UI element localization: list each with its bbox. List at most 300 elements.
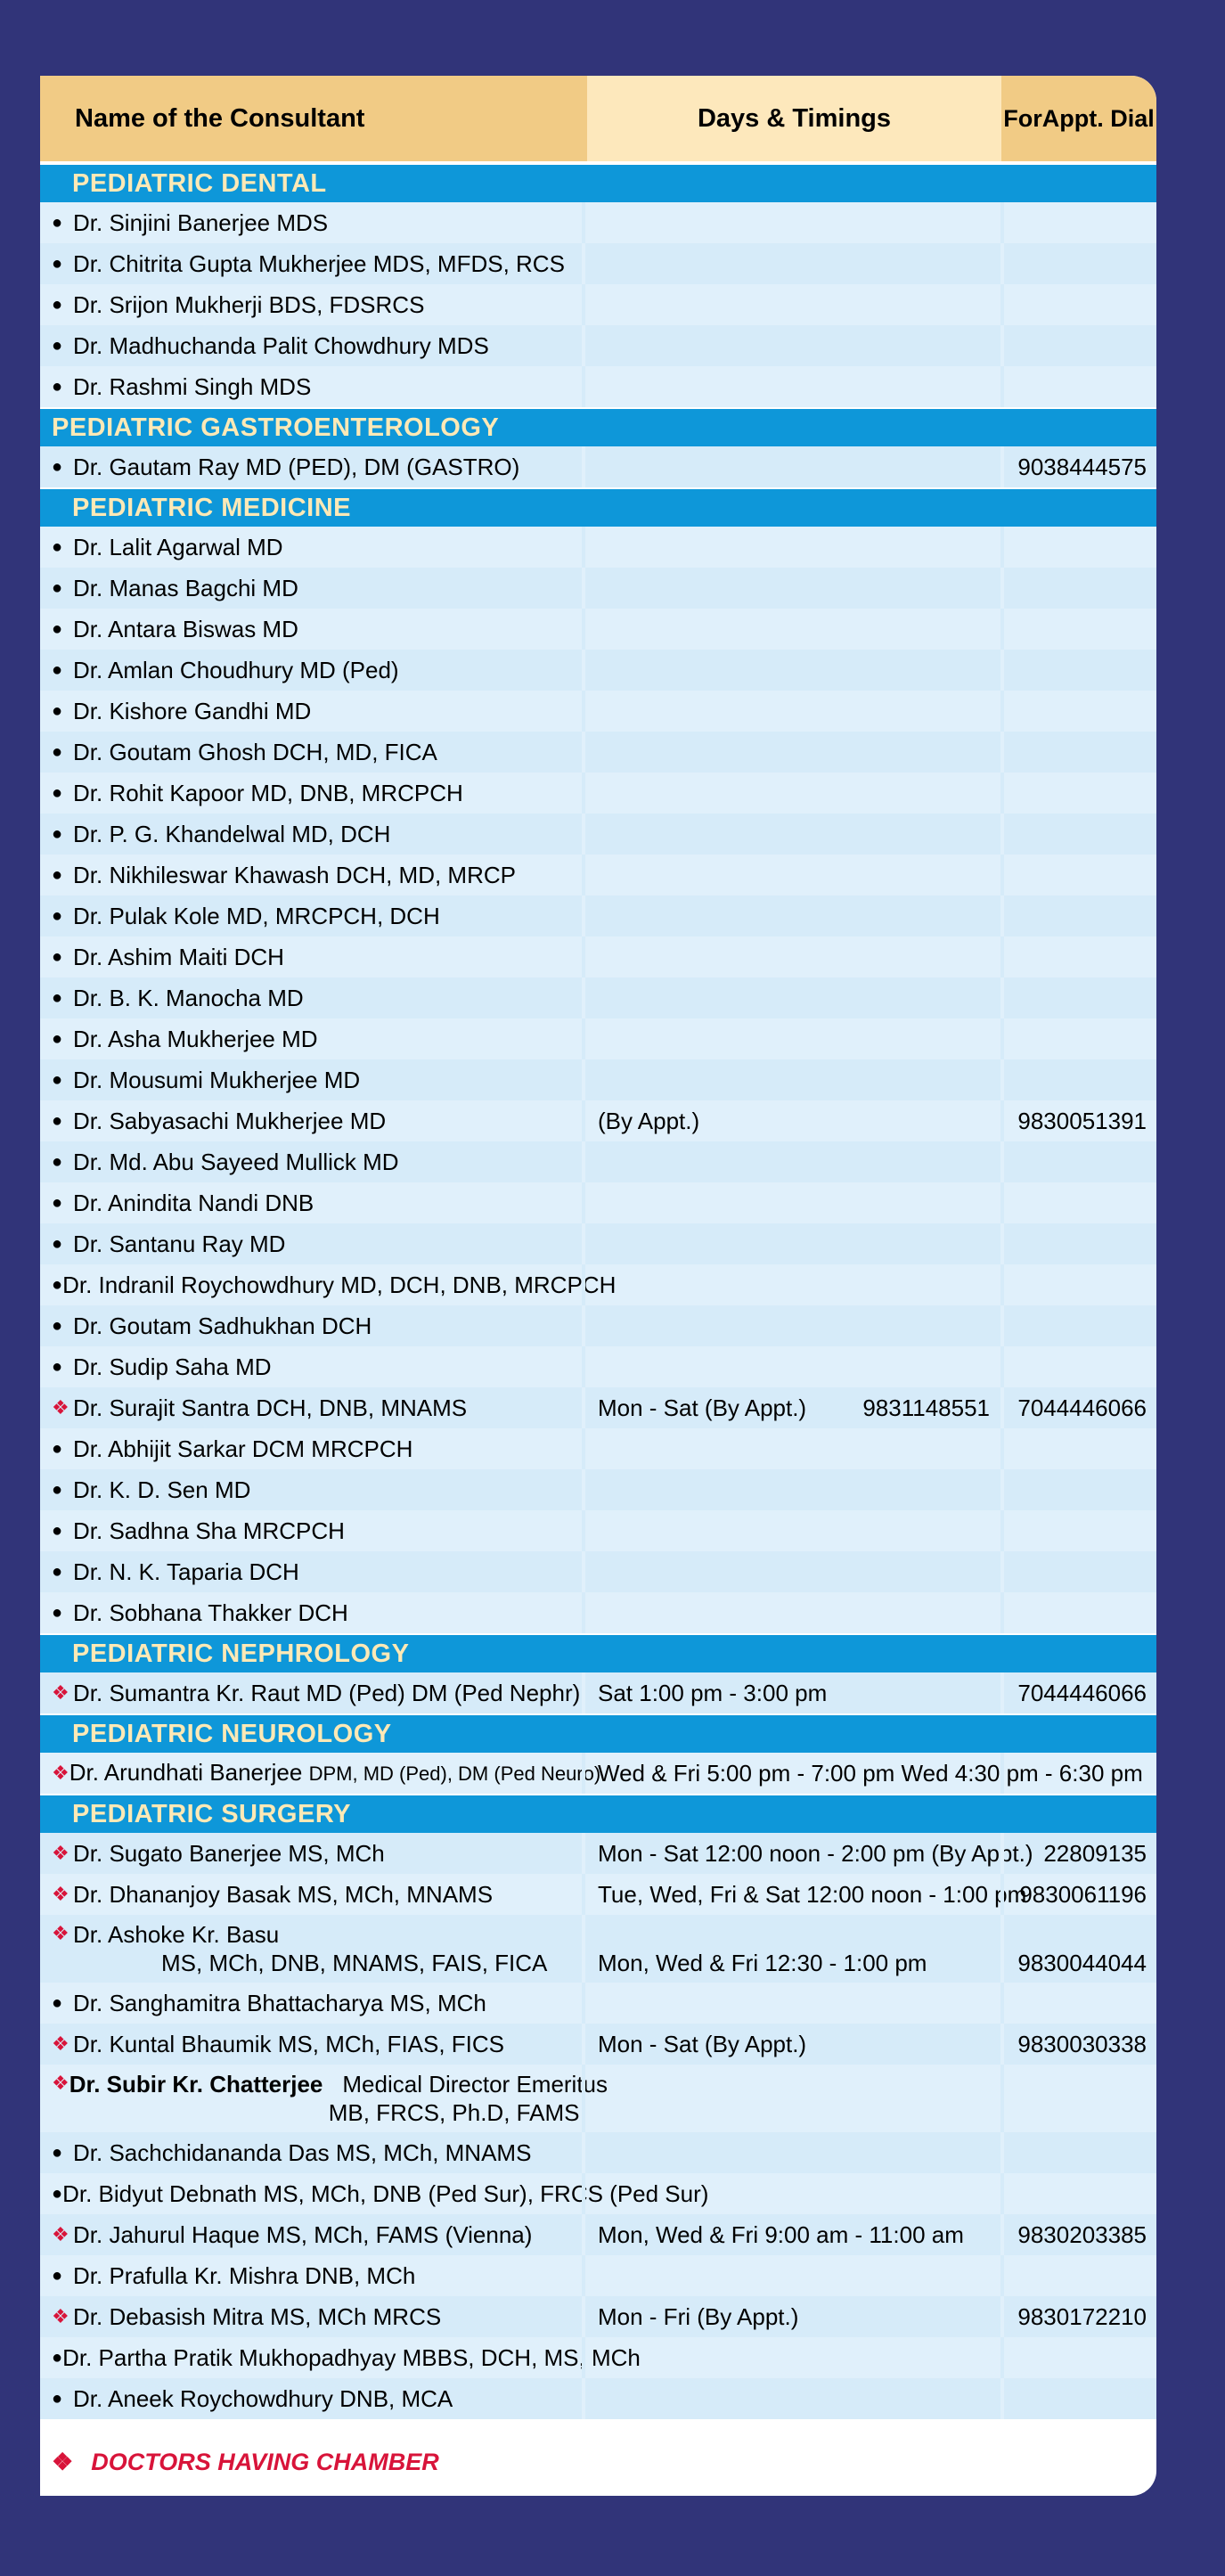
consultant-name: Dr. Mousumi Mukherjee MD xyxy=(73,1067,361,1093)
black-dot-icon: ● xyxy=(52,1315,63,1336)
consultant-cell xyxy=(40,1387,582,1428)
table-row xyxy=(40,1592,1156,1633)
table-row xyxy=(40,325,1156,366)
table-row xyxy=(40,527,1156,568)
consultant-cell xyxy=(40,936,582,977)
red-diamond-icon: ❖ xyxy=(52,2072,69,2094)
appt-phone-cell xyxy=(1000,650,1156,691)
appt-phone-cell xyxy=(1000,2255,1156,2296)
timing-cell xyxy=(582,2296,1000,2337)
table-row xyxy=(40,1059,1156,1100)
appt-phone-cell xyxy=(1000,202,1156,243)
appt-phone-cell xyxy=(1000,2378,1156,2419)
consultant-cell xyxy=(40,366,582,407)
appt-phone-cell xyxy=(1000,366,1156,407)
black-dot-icon: ● xyxy=(52,618,63,639)
appt-phone-cell xyxy=(1000,936,1156,977)
consultant-cell xyxy=(40,977,582,1018)
consultant-name: Dr. N. K. Taparia DCH xyxy=(73,1558,299,1585)
black-dot-icon: ● xyxy=(52,1520,63,1541)
table-row xyxy=(40,2337,1156,2378)
table-row xyxy=(40,366,1156,407)
timing-cell xyxy=(582,1551,1000,1592)
timing-cell xyxy=(582,1672,1000,1713)
table-row xyxy=(40,1428,1156,1469)
appt-phone-cell xyxy=(1000,1346,1156,1387)
timing-cell xyxy=(582,2173,1000,2214)
consultant-name: Dr. Aneek Roychowdhury DNB, MCA xyxy=(73,2385,453,2412)
consultant-cell xyxy=(40,446,582,487)
red-diamond-icon: ❖ xyxy=(52,2223,69,2245)
timing-cell xyxy=(582,936,1000,977)
black-dot-icon: ● xyxy=(52,946,63,967)
timing-cell xyxy=(582,2065,1000,2132)
red-diamond-icon: ❖ xyxy=(52,1842,69,1864)
timing-cell xyxy=(582,1833,1033,1874)
red-diamond-icon: ❖ xyxy=(52,2449,74,2475)
appt-phone-cell xyxy=(1000,1018,1156,1059)
table-row xyxy=(40,1551,1156,1592)
red-diamond-icon: ❖ xyxy=(52,1922,69,1944)
consultant-cell xyxy=(40,814,582,855)
consultant-name: Dr. Sadhna Sha MRCPCH xyxy=(73,1517,345,1544)
consultant-name: Dr. Md. Abu Sayeed Mullick MD xyxy=(73,1149,399,1175)
appt-phone-cell xyxy=(1000,1264,1156,1305)
table-row xyxy=(40,1469,1156,1510)
appt-phone-cell: 7044446066 xyxy=(1000,1672,1156,1713)
consultant-name: Dr. Goutam Sadhukhan DCH xyxy=(73,1313,372,1339)
consultant-cell xyxy=(40,650,582,691)
black-dot-icon: ● xyxy=(52,1110,63,1131)
black-dot-icon: ● xyxy=(52,1274,63,1295)
header-consultant: Name of the Consultant xyxy=(40,76,587,161)
appt-phone-cell: 9830172210 xyxy=(1000,2296,1156,2337)
consultant-cell xyxy=(40,2378,582,2419)
table-row xyxy=(40,243,1156,284)
consultant-name: Dr. Sanghamitra Bhattacharya MS, MCh xyxy=(73,1990,486,2016)
appt-phone-cell xyxy=(1000,2065,1156,2132)
appt-phone-cell: 9830030338 xyxy=(1000,2024,1156,2065)
consultant-name: Dr. Lalit Agarwal MD xyxy=(73,534,283,560)
consultant-name: Dr. Ashim Maiti DCH xyxy=(73,944,284,970)
table-row xyxy=(40,568,1156,609)
timing-cell xyxy=(582,1874,1027,1915)
table-row xyxy=(40,2132,1156,2173)
consultant-name: Dr. Partha Pratik Mukhopadhyay MBBS, DCH, MS, MCh xyxy=(62,2344,641,2371)
table-row xyxy=(40,1874,1156,1915)
consultant-name: Dr. B. K. Manocha MD xyxy=(73,985,304,1011)
section-header: PEDIATRIC DENTAL xyxy=(40,163,1156,202)
table-row xyxy=(40,855,1156,895)
table-row xyxy=(40,2214,1156,2255)
table-body xyxy=(40,163,1156,2419)
timing-cell xyxy=(582,1469,1000,1510)
timing-cell xyxy=(582,1983,1000,2024)
appt-phone-cell xyxy=(1000,1469,1156,1510)
consultant-cell xyxy=(40,1018,582,1059)
consultant-name: Dr. Amlan Choudhury MD (Ped) xyxy=(73,657,399,683)
section-header: PEDIATRIC NEUROLOGY xyxy=(40,1713,1156,1753)
table-row xyxy=(40,2024,1156,2065)
timing-cell xyxy=(582,814,1000,855)
table-row xyxy=(40,609,1156,650)
table-row xyxy=(40,1833,1156,1874)
consultant-cell xyxy=(40,2214,582,2255)
black-dot-icon: ● xyxy=(52,2347,63,2367)
appt-phone-cell xyxy=(1000,1141,1156,1182)
consultant-cell xyxy=(40,1428,582,1469)
timing-cell xyxy=(582,1346,1000,1387)
consultant-name: Dr. Anindita Nandi DNB xyxy=(73,1190,314,1216)
table-row xyxy=(40,2296,1156,2337)
timing-extra-phone: 9831148551 xyxy=(862,1394,990,1421)
table-row xyxy=(40,1915,1156,1983)
consultant-cell xyxy=(40,1100,582,1141)
timing-cell xyxy=(582,1510,1000,1551)
black-dot-icon: ● xyxy=(52,905,63,926)
appt-phone-cell xyxy=(1000,1223,1156,1264)
black-dot-icon: ● xyxy=(52,253,63,274)
appt-phone-cell xyxy=(1000,691,1156,732)
consultant-cell xyxy=(40,1874,582,1915)
consultant-cell xyxy=(40,325,582,366)
consultant-cell xyxy=(40,2065,608,2132)
timing-text: Mon, Wed & Fri 9:00 am - 11:00 am xyxy=(598,2220,964,2248)
consultant-cell xyxy=(40,1753,601,1794)
timing-cell xyxy=(582,1305,1000,1346)
appt-phone-cell xyxy=(1000,243,1156,284)
consultant-cell xyxy=(40,1551,582,1592)
consultant-name: Dr. Prafulla Kr. Mishra DNB, MCh xyxy=(73,2262,416,2289)
header-appt-line2: Appt. Dial xyxy=(1041,105,1155,132)
consultant-name: Dr. Asha Mukherjee MD xyxy=(73,1026,318,1052)
table-row xyxy=(40,814,1156,855)
red-diamond-icon: ❖ xyxy=(52,1681,69,1704)
consultant-cell xyxy=(40,1592,582,1633)
appt-phone-cell: 9830044044 xyxy=(1000,1915,1156,1983)
legend-text: DOCTORS HAVING CHAMBER xyxy=(91,2449,439,2475)
black-dot-icon: ● xyxy=(52,577,63,598)
timing-text: Mon, Wed & Fri 12:30 - 1:00 pm xyxy=(598,1950,927,1976)
red-diamond-icon: ❖ xyxy=(52,1762,69,1784)
table-header xyxy=(40,76,1156,163)
timing-text: Wed & Fri 5:00 pm - 7:00 pm Wed 4:30 pm - 6:30 pm xyxy=(598,1759,1143,1787)
consultant-name: Dr. Sachchidananda Das MS, MCh, MNAMS xyxy=(73,2139,532,2166)
consultant-name: Dr. Jahurul Haque MS, MCh, FAMS (Vienna) xyxy=(73,2221,533,2248)
consultant-table-card xyxy=(40,76,1156,2496)
timing-cell xyxy=(582,1428,1000,1469)
table-row xyxy=(40,936,1156,977)
consultant-name: Dr. Sobhana Thakker DCH xyxy=(73,1599,348,1626)
black-dot-icon: ● xyxy=(52,987,63,1008)
timing-cell xyxy=(582,773,1000,814)
black-dot-icon: ● xyxy=(52,294,63,315)
appt-phone-cell: 9830203385 xyxy=(1000,2214,1156,2255)
consultant-cell xyxy=(40,568,582,609)
consultant-cell xyxy=(40,1510,582,1551)
appt-phone-cell: 22809135 xyxy=(1000,1833,1156,1874)
appt-phone-cell xyxy=(1000,568,1156,609)
appt-phone-cell xyxy=(1000,732,1156,773)
timing-cell xyxy=(582,366,1000,407)
consultant-name: Dr. Sugato Banerjee MS, MCh xyxy=(73,1840,385,1867)
table-row xyxy=(40,1983,1156,2024)
consultant-cell xyxy=(40,895,582,936)
red-diamond-icon: ❖ xyxy=(52,2305,69,2327)
timing-cell xyxy=(582,568,1000,609)
consultant-name: Dr. Dhananjoy Basak MS, MCh, MNAMS xyxy=(73,1881,494,1908)
table-row xyxy=(40,2173,1156,2214)
timing-cell xyxy=(582,2214,1000,2255)
header-appt-dial xyxy=(1001,76,1156,161)
table-row xyxy=(40,895,1156,936)
black-dot-icon: ● xyxy=(52,1479,63,1500)
black-dot-icon: ● xyxy=(52,456,63,477)
table-row xyxy=(40,2378,1156,2419)
section-header: PEDIATRIC NEPHROLOGY xyxy=(40,1633,1156,1672)
timing-cell xyxy=(582,1182,1000,1223)
timing-text: Mon - Sat (By Appt.) xyxy=(598,2030,807,2057)
consultant-qualifications: DPM, MD (Ped), DM (Ped Neuro) xyxy=(308,1762,601,1785)
appt-phone-cell xyxy=(1000,325,1156,366)
consultant-cell xyxy=(40,773,582,814)
timing-cell xyxy=(582,446,1000,487)
black-dot-icon: ● xyxy=(52,376,63,397)
timing-cell xyxy=(582,2337,1000,2378)
table-row xyxy=(40,650,1156,691)
black-dot-icon: ● xyxy=(52,1602,63,1623)
timing-cell xyxy=(582,202,1000,243)
timing-cell xyxy=(582,1100,1000,1141)
table-row xyxy=(40,1346,1156,1387)
consultant-cell xyxy=(40,2296,582,2337)
appt-phone-cell xyxy=(1000,2173,1156,2214)
timing-text: Mon - Sat 12:00 noon - 2:00 pm (By Appt.) xyxy=(598,1839,1033,1867)
appt-phone-cell xyxy=(1000,1592,1156,1633)
consultant-cell xyxy=(40,1672,582,1713)
appt-phone-cell xyxy=(1000,1428,1156,1469)
timing-cell xyxy=(582,325,1000,366)
consultant-cell xyxy=(40,284,582,325)
timing-cell xyxy=(582,1223,1000,1264)
black-dot-icon: ● xyxy=(52,1028,63,1049)
table-row xyxy=(40,977,1156,1018)
consultant-cell xyxy=(40,527,582,568)
consultant-cell xyxy=(40,1833,582,1874)
consultant-cell xyxy=(40,1264,617,1305)
table-row xyxy=(40,284,1156,325)
black-dot-icon: ● xyxy=(52,782,63,803)
appt-phone-cell xyxy=(1000,1182,1156,1223)
table-row xyxy=(40,1100,1156,1141)
table-row xyxy=(40,1141,1156,1182)
table-row xyxy=(40,1223,1156,1264)
black-dot-icon: ● xyxy=(52,2183,63,2204)
black-dot-icon: ● xyxy=(52,1992,63,2013)
consultant-cell xyxy=(40,1141,582,1182)
consultant-name: Dr. Madhuchanda Palit Chowdhury MDS xyxy=(73,332,489,359)
consultant-cell xyxy=(40,1915,582,1983)
timing-text: Mon - Fri (By Appt.) xyxy=(598,2302,799,2330)
appt-phone-cell xyxy=(1000,977,1156,1018)
consultant-cell xyxy=(40,609,582,650)
timing-cell xyxy=(582,1264,1000,1305)
consultant-qualifications: MB, FRCS, Ph.D, FAMS xyxy=(328,2099,580,2126)
consultant-name: Dr. Pulak Kole MD, MRCPCH, DCH xyxy=(73,903,440,929)
timing-cell xyxy=(582,2132,1000,2173)
appt-phone-cell xyxy=(1000,609,1156,650)
consultant-name: Dr. Surajit Santra DCH, DNB, MNAMS xyxy=(73,1394,468,1421)
table-row xyxy=(40,446,1156,487)
consultant-name: Dr. Nikhileswar Khawash DCH, MD, MRCP xyxy=(73,862,516,888)
appt-phone-cell xyxy=(1000,2132,1156,2173)
appt-phone-cell xyxy=(1000,1059,1156,1100)
consultant-name: Dr. Gautam Ray MD (PED), DM (GASTRO) xyxy=(73,454,520,480)
consultant-name: Dr. P. G. Khandelwal MD, DCH xyxy=(73,821,391,847)
consultant-title: Medical Director Emeritus xyxy=(342,2071,608,2098)
timing-cell xyxy=(582,2378,1000,2419)
timing-cell xyxy=(582,855,1000,895)
timing-cell xyxy=(582,527,1000,568)
table-row xyxy=(40,2255,1156,2296)
appt-phone-cell xyxy=(1000,2337,1156,2378)
timing-text: Sat 1:00 pm - 3:00 pm xyxy=(598,1679,828,1706)
table-row xyxy=(40,202,1156,243)
timing-cell xyxy=(582,895,1000,936)
consultant-cell xyxy=(40,2132,582,2173)
consultant-cell xyxy=(40,1305,582,1346)
black-dot-icon: ● xyxy=(52,659,63,680)
consultant-cell xyxy=(40,855,582,895)
consultant-cell xyxy=(40,2255,582,2296)
timing-cell xyxy=(582,609,1000,650)
black-dot-icon: ● xyxy=(52,212,63,233)
consultant-name: Dr. Abhijit Sarkar DCM MRCPCH xyxy=(73,1435,413,1462)
timing-cell xyxy=(582,650,1000,691)
timing-cell xyxy=(582,1018,1000,1059)
black-dot-icon: ● xyxy=(52,1192,63,1213)
table-row xyxy=(40,1753,1156,1794)
consultant-name: Dr. Goutam Ghosh DCH, MD, FICA xyxy=(73,739,437,765)
appt-phone-cell xyxy=(1000,814,1156,855)
consultant-name: Dr. Arundhati Banerjee xyxy=(69,1759,309,1786)
table-row xyxy=(40,1387,1156,1428)
legend-footnote xyxy=(52,2449,439,2476)
consultant-cell xyxy=(40,1983,582,2024)
table-row xyxy=(40,1305,1156,1346)
timing-text: Mon - Sat (By Appt.) xyxy=(598,1394,807,1421)
timing-cell xyxy=(582,1592,1000,1633)
appt-phone-cell: 7044446066 xyxy=(1000,1387,1156,1428)
black-dot-icon: ● xyxy=(52,700,63,721)
consultant-name: Dr. Manas Bagchi MD xyxy=(73,575,298,601)
consultant-cell xyxy=(40,243,582,284)
black-dot-icon: ● xyxy=(52,2388,63,2408)
table-row xyxy=(40,1510,1156,1551)
timing-cell xyxy=(582,1141,1000,1182)
timing-cell xyxy=(582,977,1000,1018)
table-row xyxy=(40,732,1156,773)
consultant-cell xyxy=(40,1223,582,1264)
consultant-cell xyxy=(40,691,582,732)
appt-phone-cell xyxy=(1000,1983,1156,2024)
consultant-name: Dr. Subir Kr. Chatterjee xyxy=(69,2071,323,2098)
header-appt-line1: For xyxy=(1003,105,1042,132)
black-dot-icon: ● xyxy=(52,741,63,762)
black-dot-icon: ● xyxy=(52,1069,63,1090)
timing-cell xyxy=(582,1915,1000,1983)
consultant-name: Dr. Bidyut Debnath MS, MCh, DNB (Ped Sur), FRCS (Ped Sur) xyxy=(62,2180,709,2207)
consultant-cell xyxy=(40,1059,582,1100)
consultant-name: Dr. Sumantra Kr. Raut MD (Ped) DM (Ped Nephr) xyxy=(73,1680,581,1706)
table-row xyxy=(40,691,1156,732)
red-diamond-icon: ❖ xyxy=(52,1883,69,1905)
appt-phone-cell xyxy=(1000,1551,1156,1592)
timing-cell xyxy=(582,732,1000,773)
consultant-cell xyxy=(40,2173,709,2214)
consultant-name: Dr. Kuntal Bhaumik MS, MCh, FIAS, FICS xyxy=(73,2031,505,2057)
timing-text: Tue, Wed, Fri & Sat 12:00 noon - 1:00 pm xyxy=(598,1880,1027,1908)
consultant-name: Dr. Rohit Kapoor MD, DNB, MRCPCH xyxy=(73,780,463,806)
black-dot-icon: ● xyxy=(52,1233,63,1254)
black-dot-icon: ● xyxy=(52,864,63,885)
consultant-name: Dr. Ashoke Kr. Basu xyxy=(73,1921,280,1948)
consultant-name: Dr. Antara Biswas MD xyxy=(73,616,298,642)
black-dot-icon: ● xyxy=(52,1151,63,1172)
timing-cell xyxy=(582,1387,1000,1428)
timing-cell xyxy=(582,243,1000,284)
black-dot-icon: ● xyxy=(52,823,63,844)
black-dot-icon: ● xyxy=(52,536,63,557)
timing-cell xyxy=(582,284,1000,325)
appt-phone-cell xyxy=(1000,1305,1156,1346)
table-row xyxy=(40,2065,1156,2132)
black-dot-icon: ● xyxy=(52,1561,63,1582)
black-dot-icon: ● xyxy=(52,335,63,356)
red-diamond-icon: ❖ xyxy=(52,2032,69,2055)
timing-cell xyxy=(582,1753,1143,1794)
consultant-cell xyxy=(40,202,582,243)
black-dot-icon: ● xyxy=(52,1356,63,1377)
timing-text: (By Appt.) xyxy=(598,1107,700,1134)
appt-phone-cell: 9038444575 xyxy=(1000,446,1156,487)
timing-cell xyxy=(582,2024,1000,2065)
section-header: PEDIATRIC MEDICINE xyxy=(40,487,1156,527)
black-dot-icon: ● xyxy=(52,1438,63,1459)
consultant-name: Dr. Rashmi Singh MDS xyxy=(73,373,312,400)
consultant-name: Dr. Santanu Ray MD xyxy=(73,1231,286,1257)
table-row xyxy=(40,1182,1156,1223)
consultant-name: Dr. Sinjini Banerjee MDS xyxy=(73,209,329,236)
table-row xyxy=(40,773,1156,814)
table-row xyxy=(40,1672,1156,1713)
section-header: PEDIATRIC SURGERY xyxy=(40,1794,1156,1833)
consultant-name: Dr. Srijon Mukherji BDS, FDSRCS xyxy=(73,291,425,318)
consultant-cell xyxy=(40,1469,582,1510)
timing-cell xyxy=(582,1059,1000,1100)
black-dot-icon: ● xyxy=(52,2142,63,2163)
timing-cell xyxy=(582,2255,1000,2296)
appt-phone-cell xyxy=(1000,1510,1156,1551)
table-row xyxy=(40,1018,1156,1059)
table-row xyxy=(40,1264,1156,1305)
consultant-name: Dr. Indranil Roychowdhury MD, DCH, DNB, MRCPCH xyxy=(62,1272,617,1298)
section-header: PEDIATRIC GASTROENTEROLOGY xyxy=(40,407,1156,446)
appt-phone-cell xyxy=(1000,895,1156,936)
appt-phone-cell xyxy=(1000,855,1156,895)
appt-phone-cell: 9830051391 xyxy=(1000,1100,1156,1141)
consultant-cell xyxy=(40,732,582,773)
